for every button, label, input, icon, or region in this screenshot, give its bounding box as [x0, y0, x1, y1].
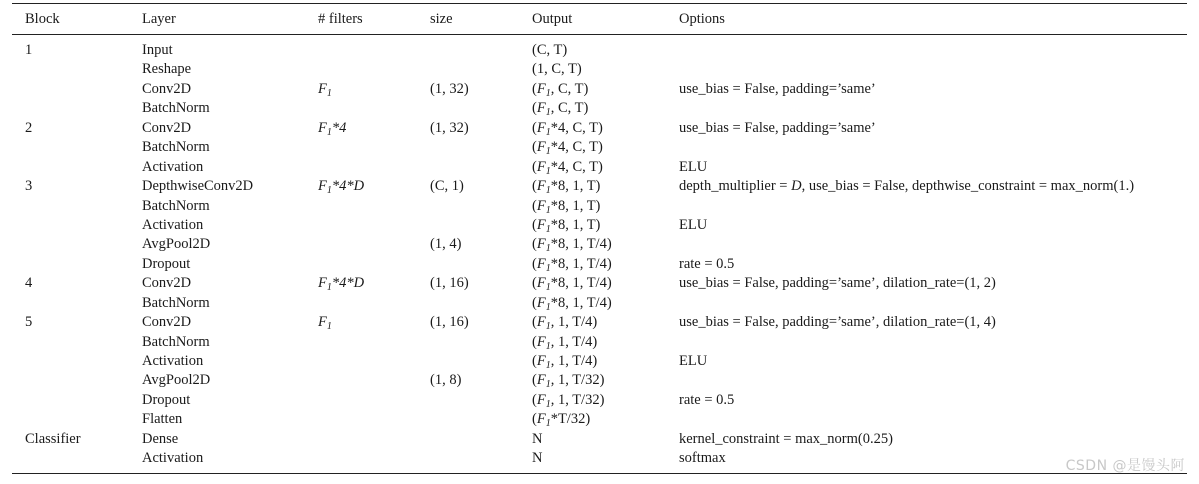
header-layer: Layer — [142, 11, 176, 27]
cell-options: use_bias = False, padding=’same’, dilation_rate=(1, 2) — [679, 275, 996, 292]
table-row — [12, 119, 1187, 138]
header-options: Options — [679, 11, 725, 27]
cell-block: 5 — [25, 314, 33, 331]
cell-options: depth_multiplier = D, use_bias = False, depthwise_constraint = max_norm(1.) — [679, 178, 1135, 195]
table-row — [12, 138, 1187, 157]
cell-layer: Input — [142, 42, 173, 58]
header-filters: # filters — [318, 11, 363, 27]
watermark-text: CSDN @是馒头阿 — [1065, 458, 1185, 474]
table-row — [12, 352, 1187, 371]
cell-output: ($F_1*8$, 1, T) — [532, 216, 601, 235]
cell-output: ($F_1$, 1, T/4) — [532, 314, 598, 333]
table-row — [12, 80, 1187, 99]
header-output: Output — [532, 11, 573, 27]
table-row — [12, 235, 1187, 254]
table-row — [12, 177, 1187, 196]
cell-block: Classifier — [25, 430, 81, 447]
cell-output: ($F_1*4$, C, T) — [532, 158, 603, 177]
cell-output: ($F_1*8$, 1, T/4) — [532, 236, 612, 255]
cell-output: ($F_1$, C, T) — [532, 80, 589, 99]
cell-output: N — [532, 430, 543, 447]
table-row — [12, 430, 1187, 449]
cell-options: softmax — [679, 450, 726, 467]
architecture-table — [12, 3, 1187, 474]
cell-layer: Dense — [142, 430, 179, 447]
table-row — [12, 294, 1187, 313]
cell-layer: BatchNorm — [142, 333, 210, 350]
cell-block: 2 — [25, 119, 33, 136]
cell-layer: BatchNorm — [142, 100, 210, 117]
table-row — [12, 313, 1187, 332]
cell-options: ELU — [679, 158, 708, 175]
cell-filters: $F_1*4*D$ — [318, 275, 365, 294]
cell-filters: $F_1$ — [318, 80, 332, 99]
cell-layer: Conv2D — [142, 119, 192, 136]
table-row — [12, 255, 1187, 274]
cell-layer: AvgPool2D — [142, 236, 211, 253]
table-row — [12, 410, 1187, 429]
cell-layer: Flatten — [142, 411, 183, 428]
cell-filters: $F_1$ — [318, 314, 332, 333]
cell-options: kernel_constraint = max_norm(0.25) — [679, 430, 893, 447]
cell-layer: DepthwiseConv2D — [142, 178, 254, 195]
cell-size: (1, 16) — [430, 275, 469, 292]
cell-size: (1, 32) — [430, 80, 469, 97]
cell-output: ($F_1$, 1, T/4) — [532, 353, 598, 371]
cell-layer: BatchNorm — [142, 139, 210, 156]
table-row — [12, 391, 1187, 410]
cell-options: use_bias = False, padding=’same’, dilation_rate=(1, 4) — [679, 314, 996, 331]
cell-options: ELU — [679, 353, 708, 369]
table-row — [12, 216, 1187, 235]
cell-options: use_bias = False, padding=’same’ — [679, 119, 876, 136]
cell-output: $(F_1*T/32)$ — [532, 411, 591, 430]
cell-layer: BatchNorm — [142, 197, 210, 214]
cell-layer: Conv2D — [142, 275, 192, 292]
table-header-row — [12, 4, 1187, 34]
table-row — [12, 333, 1187, 352]
cell-output: ($F_1*8$, 1, T) — [532, 197, 601, 216]
cell-block: 3 — [25, 178, 33, 195]
cell-output: ($F_1*8$, 1, T) — [532, 178, 601, 197]
cell-layer: Activation — [142, 216, 204, 233]
cell-output: ($F_1*4$, C, T) — [532, 139, 603, 158]
cell-block: 4 — [25, 275, 33, 292]
cell-size: (1, 16) — [430, 314, 469, 331]
cell-options: use_bias = False, padding=’same’ — [679, 80, 876, 97]
table-row — [12, 60, 1187, 79]
cell-block: 1 — [25, 42, 33, 58]
table-body — [12, 41, 1187, 469]
cell-filters: $F_1*4*D$ — [318, 178, 365, 197]
cell-size: (1, 32) — [430, 119, 469, 136]
cell-output: ($F_1$, 1, T/4) — [532, 333, 598, 352]
cell-output: N — [532, 450, 543, 467]
cell-layer: Dropout — [142, 391, 191, 408]
cell-size: (1, 8) — [430, 372, 462, 389]
cell-size: (1, 4) — [430, 236, 462, 253]
cell-output: ($F_1$, 1, T/32) — [532, 391, 605, 410]
cell-options: rate = 0.5 — [679, 391, 735, 408]
cell-layer: Dropout — [142, 255, 191, 272]
cell-options: rate = 0.5 — [679, 255, 735, 272]
cell-layer: AvgPool2D — [142, 372, 211, 389]
cell-layer: Activation — [142, 450, 204, 467]
cell-output: ($F_1*8$, 1, T/4) — [532, 255, 612, 274]
table-row — [12, 274, 1187, 293]
cell-size: (C, 1) — [430, 178, 464, 195]
header-block: Block — [25, 11, 60, 27]
cell-layer: Conv2D — [142, 80, 192, 97]
header-size: size — [430, 11, 453, 27]
table-row — [12, 371, 1187, 390]
cell-output: ($F_1*8$, 1, T/4) — [532, 294, 612, 313]
cell-layer: BatchNorm — [142, 294, 210, 311]
cell-output: (C, T) — [532, 42, 568, 58]
table-bottom-rule — [12, 473, 1187, 474]
cell-output: ($F_1$, C, T) — [532, 100, 589, 119]
cell-output: ($F_1*8$, 1, T/4) — [532, 275, 612, 294]
cell-filters: $F_1*4$ — [318, 119, 347, 138]
table-row — [12, 197, 1187, 216]
cell-layer: Activation — [142, 158, 204, 175]
table-row — [12, 99, 1187, 118]
cell-layer: Reshape — [142, 61, 192, 78]
cell-layer: Activation — [142, 353, 204, 369]
table-row — [12, 449, 1187, 468]
table-row — [12, 158, 1187, 177]
cell-output: ($F_1*4$, C, T) — [532, 119, 603, 138]
cell-options: ELU — [679, 216, 708, 233]
table-row — [12, 41, 1187, 60]
cell-output: (1, C, T) — [532, 61, 582, 78]
cell-layer: Conv2D — [142, 314, 192, 331]
cell-output: ($F_1$, 1, T/32) — [532, 372, 605, 391]
